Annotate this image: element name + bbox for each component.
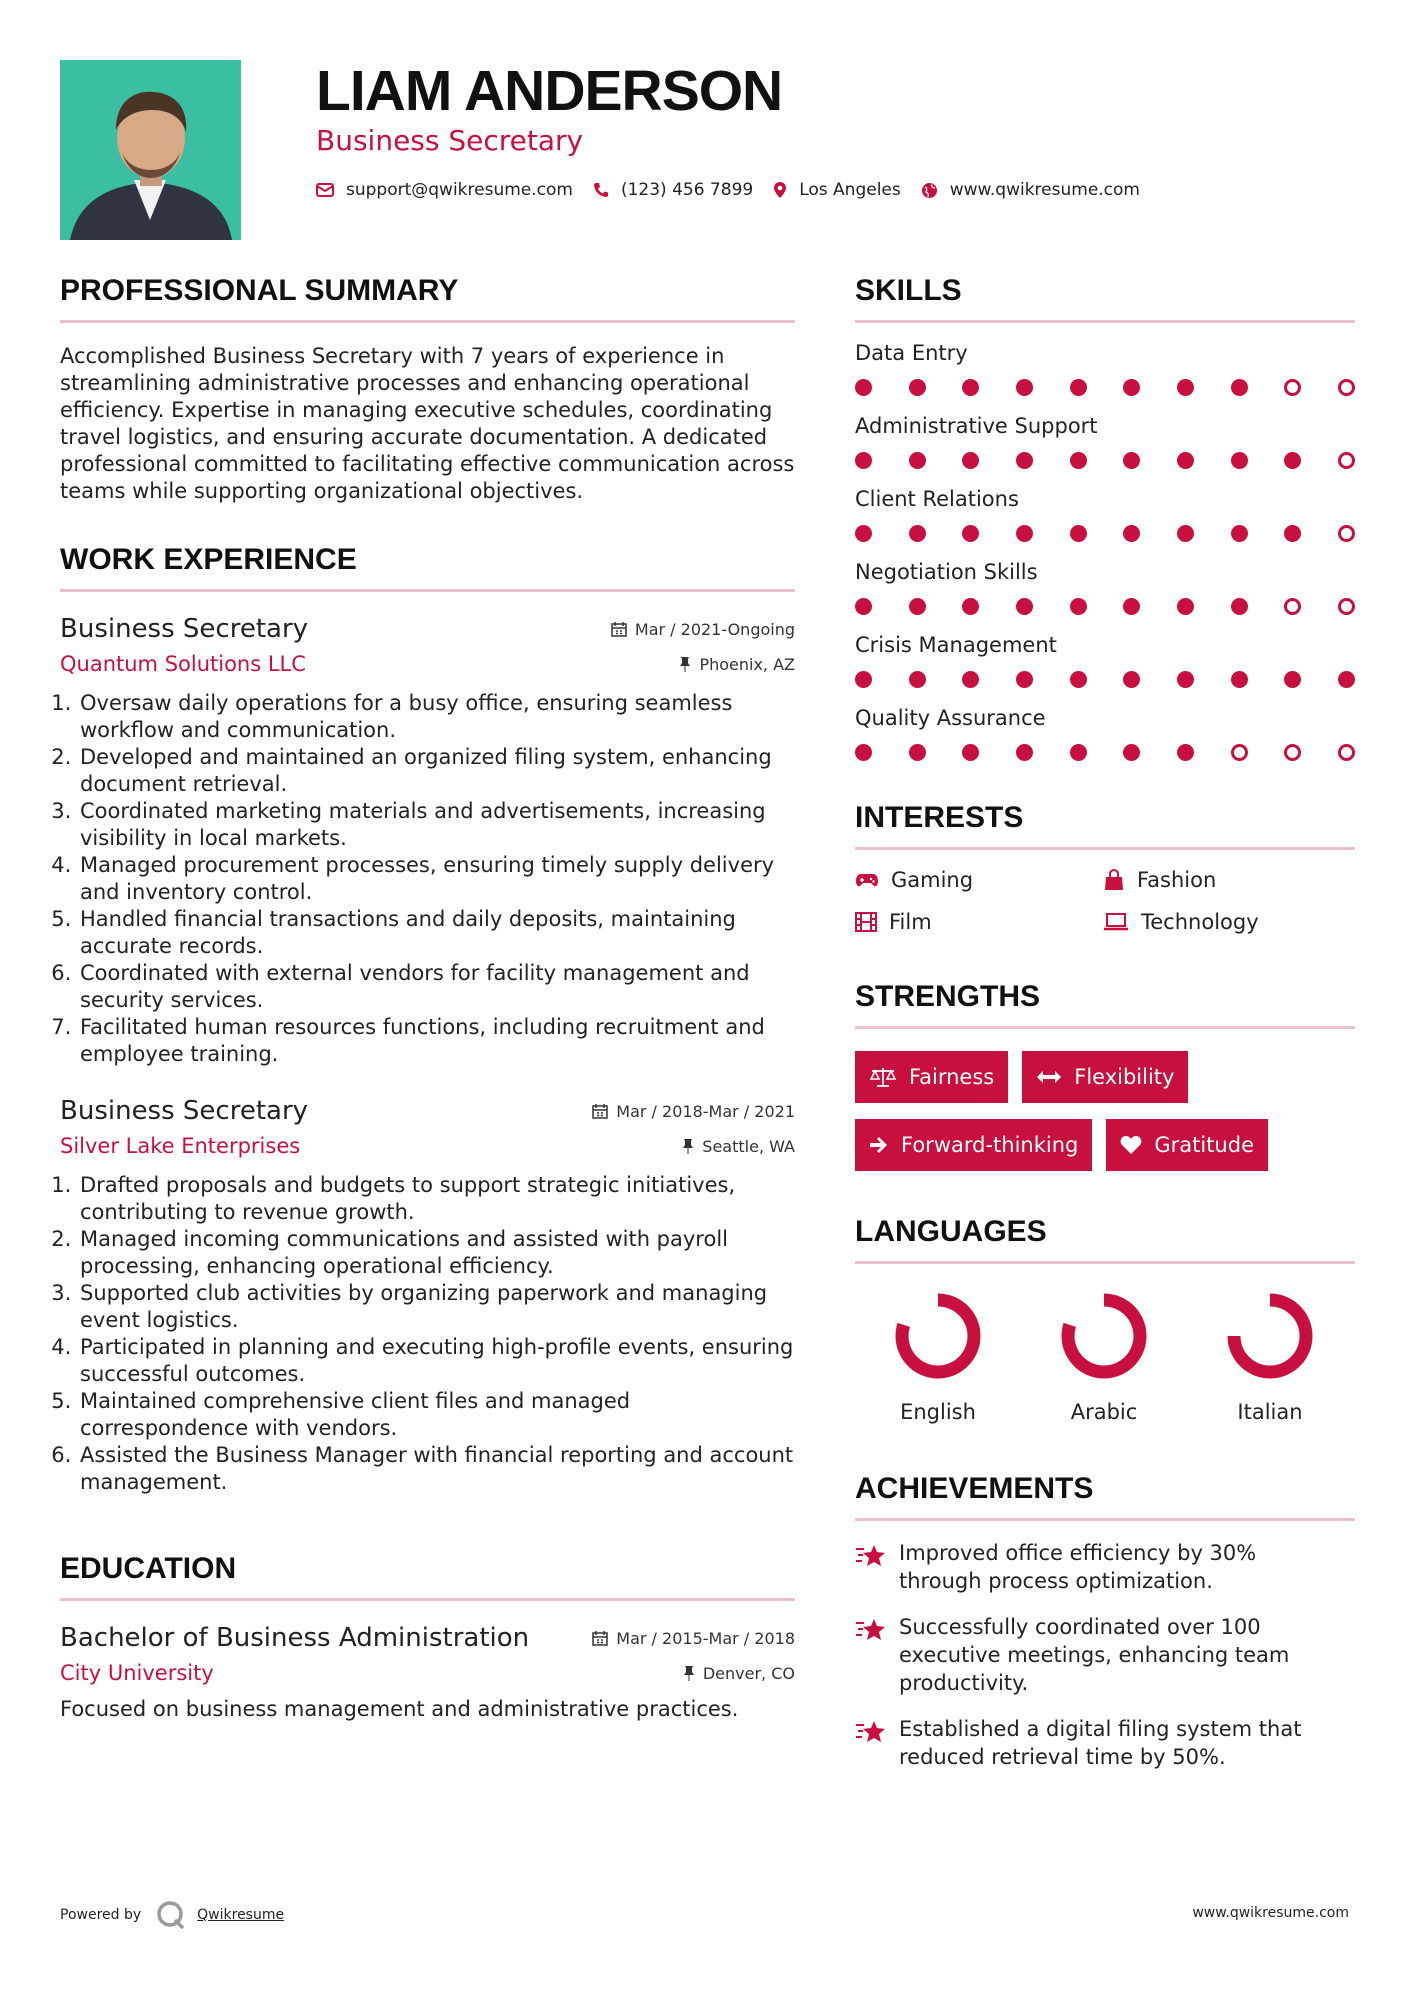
rating-dot-filled <box>1123 525 1140 542</box>
footer-powered-by <box>60 1900 284 1930</box>
education-heading: EDUCATION <box>60 1552 795 1601</box>
skill-name: Negotiation Skills <box>855 560 1038 584</box>
language-progress-ring <box>1056 1288 1152 1384</box>
rating-dot-filled <box>1016 598 1033 615</box>
strength-badge <box>1022 1051 1188 1103</box>
arrows-horizontal-icon <box>1036 1070 1062 1084</box>
shooting-star-icon <box>855 1617 887 1643</box>
education-location <box>683 1664 795 1683</box>
contact-bar <box>316 180 1160 200</box>
rating-dot-filled <box>962 525 979 542</box>
rating-dot-filled <box>1123 598 1140 615</box>
achievement-item <box>855 1539 1355 1595</box>
pushpin-icon <box>682 1138 694 1154</box>
calendar-icon <box>592 1103 608 1119</box>
job-location-text: Seattle, WA <box>702 1136 795 1156</box>
rating-dot-filled <box>1123 452 1140 469</box>
skill-item <box>855 414 1355 469</box>
job-list <box>60 614 795 1496</box>
rating-dot-filled <box>1177 452 1194 469</box>
calendar-icon <box>611 621 627 637</box>
skill-rating <box>855 598 1355 615</box>
rating-dot-filled <box>855 525 872 542</box>
rating-dot-filled <box>1016 525 1033 542</box>
skill-item <box>855 706 1355 761</box>
rating-dot-filled <box>1231 671 1248 688</box>
skill-rating <box>855 452 1355 469</box>
rating-dot-empty <box>1284 379 1301 396</box>
rating-dot-filled <box>1231 379 1248 396</box>
rating-dot-filled <box>1231 598 1248 615</box>
contact-website[interactable] <box>921 180 1140 200</box>
rating-dot-filled <box>962 671 979 688</box>
rating-dot-filled <box>1231 525 1248 542</box>
shooting-star-icon <box>855 1543 887 1569</box>
skill-item <box>855 633 1355 688</box>
strength-label: Forward-thinking <box>901 1133 1079 1157</box>
job-location-text: Phoenix, AZ <box>699 654 795 674</box>
skill-name: Client Relations <box>855 487 1019 511</box>
rating-dot-filled <box>1070 744 1087 761</box>
strength-badge <box>855 1119 1092 1171</box>
strengths-list <box>855 1051 1355 1171</box>
gamepad-icon <box>855 872 879 888</box>
achievement-item <box>855 1715 1355 1771</box>
interest-item <box>1103 910 1351 934</box>
film-icon <box>855 912 877 932</box>
job-location <box>682 1137 795 1156</box>
job-task: 5. Handled financial transactions and daily deposits, maintaining accurate records. <box>78 906 795 960</box>
skill-name: Crisis Management <box>855 633 1057 657</box>
interests-heading: INTERESTS <box>855 801 1355 850</box>
job-entry <box>60 614 795 1068</box>
skill-item <box>855 341 1355 396</box>
envelope-icon <box>316 183 334 197</box>
rating-dot-filled <box>1123 671 1140 688</box>
rating-dot-filled <box>962 379 979 396</box>
job-date-text: Mar / 2018-Mar / 2021 <box>616 1101 795 1121</box>
job-task: 4. Managed procurement processes, ensuring timely supply delivery and inventory control. <box>78 852 795 906</box>
job-task: 6. Assisted the Business Manager with financial reporting and account management. <box>78 1442 795 1496</box>
skills-list <box>855 341 1355 761</box>
achievements-list <box>855 1539 1355 1771</box>
education-degree: Bachelor of Business Administration <box>60 1623 530 1653</box>
job-company: Silver Lake Enterprises <box>60 1134 301 1158</box>
rating-dot-filled <box>1016 671 1033 688</box>
education-location-text: Denver, CO <box>702 1663 795 1683</box>
contact-phone[interactable] <box>593 180 753 200</box>
skill-rating <box>855 379 1355 396</box>
laptop-icon <box>1103 913 1129 931</box>
skill-name: Administrative Support <box>855 414 1098 438</box>
interest-label: Gaming <box>891 868 974 892</box>
language-item <box>855 1288 1021 1424</box>
job-task: 3. Coordinated marketing materials and advertisements, increasing visibility in local markets. <box>78 798 795 852</box>
skill-rating <box>855 525 1355 542</box>
rating-dot-filled <box>962 744 979 761</box>
languages-heading: LANGUAGES <box>855 1215 1355 1264</box>
contact-location <box>773 180 901 200</box>
strengths-heading: STRENGTHS <box>855 980 1355 1029</box>
rating-dot-filled <box>1338 671 1355 688</box>
rating-dot-filled <box>855 598 872 615</box>
rating-dot-filled <box>1016 452 1033 469</box>
interest-item <box>855 868 1103 892</box>
job-task: 2. Developed and maintained an organized filing system, enhancing document retrieval. <box>78 744 795 798</box>
job-role: Business Secretary <box>60 1096 309 1126</box>
contact-website-text: www.qwikresume.com <box>949 180 1140 200</box>
shopping-bag-icon <box>1103 869 1125 891</box>
strength-badge <box>855 1051 1008 1103</box>
rating-dot-filled <box>1177 671 1194 688</box>
rating-dot-filled <box>1177 598 1194 615</box>
interest-label: Technology <box>1141 910 1259 934</box>
rating-dot-filled <box>1177 525 1194 542</box>
calendar-icon <box>592 1630 608 1646</box>
language-name: English <box>900 1400 976 1424</box>
job-location <box>679 655 795 674</box>
rating-dot-filled <box>1070 671 1087 688</box>
job-date <box>611 620 795 639</box>
language-item <box>1021 1288 1187 1424</box>
rating-dot-filled <box>855 671 872 688</box>
language-progress-ring <box>1222 1288 1318 1384</box>
skill-rating <box>855 671 1355 688</box>
rating-dot-filled <box>909 452 926 469</box>
rating-dot-empty <box>1231 744 1248 761</box>
skill-rating <box>855 744 1355 761</box>
globe-icon <box>921 182 938 199</box>
rating-dot-filled <box>855 379 872 396</box>
summary-heading: PROFESSIONAL SUMMARY <box>60 274 795 323</box>
skills-heading: SKILLS <box>855 274 1355 323</box>
rating-dot-filled <box>1284 671 1301 688</box>
rating-dot-filled <box>909 744 926 761</box>
contact-email-text: support@qwikresume.com <box>346 180 573 200</box>
rating-dot-filled <box>962 452 979 469</box>
pushpin-icon <box>683 1665 695 1681</box>
education-description: Focused on business management and administrative practices. <box>60 1697 739 1721</box>
rating-dot-filled <box>1070 452 1087 469</box>
rating-dot-filled <box>1070 525 1087 542</box>
candidate-title: Business Secretary <box>316 124 584 157</box>
rating-dot-empty <box>1338 379 1355 396</box>
language-name: Arabic <box>1070 1400 1138 1424</box>
rating-dot-filled <box>1284 525 1301 542</box>
interests-list <box>855 868 1355 934</box>
job-task: 3. Supported club activities by organizing paperwork and managing event logistics. <box>78 1280 795 1334</box>
rating-dot-empty <box>1338 744 1355 761</box>
interest-item <box>855 910 1103 934</box>
rating-dot-filled <box>1231 452 1248 469</box>
right-column <box>855 274 1355 1771</box>
job-tasks <box>60 690 795 1068</box>
rating-dot-empty <box>1338 525 1355 542</box>
heart-icon <box>1120 1135 1142 1155</box>
rating-dot-filled <box>1123 744 1140 761</box>
profile-photo <box>60 60 241 240</box>
job-tasks <box>60 1172 795 1496</box>
qwikresume-link[interactable]: Qwikresume <box>197 1907 285 1923</box>
job-task: 2. Managed incoming communications and assisted with payroll processing, enhancing operational efficiency. <box>78 1226 795 1280</box>
job-date-text: Mar / 2021-Ongoing <box>634 619 795 639</box>
job-company: Quantum Solutions LLC <box>60 652 306 676</box>
rating-dot-filled <box>1070 379 1087 396</box>
footer-website[interactable]: www.qwikresume.com <box>1192 1905 1349 1921</box>
job-task: 7. Facilitated human resources functions, including recruitment and employee training. <box>78 1014 795 1068</box>
achievement-item <box>855 1613 1355 1697</box>
shooting-star-icon <box>855 1719 887 1745</box>
education-date-text: Mar / 2015-Mar / 2018 <box>616 1628 795 1648</box>
strength-badge <box>1106 1119 1268 1171</box>
job-entry <box>60 1096 795 1496</box>
rating-dot-filled <box>909 598 926 615</box>
job-task: 5. Maintained comprehensive client files and managed correspondence with vendors. <box>78 1388 795 1442</box>
rating-dot-empty <box>1284 598 1301 615</box>
rating-dot-filled <box>1016 379 1033 396</box>
qwikresume-logo-icon <box>155 1900 189 1930</box>
job-role: Business Secretary <box>60 614 309 644</box>
rating-dot-empty <box>1284 744 1301 761</box>
strength-label: Gratitude <box>1154 1133 1254 1157</box>
language-name: Italian <box>1237 1400 1303 1424</box>
achievement-text: Successfully coordinated over 100 executive meetings, enhancing team productivity. <box>899 1615 1290 1695</box>
summary-text: Accomplished Business Secretary with 7 years of experience in streamlining administrative processes and enhancing operational efficiency. Expertise in managing executive schedules, coordinating travel logistics, and ensuring accurate documentation. A dedicated professional committed to facilitating effective communication across teams while supporting organizational objectives. <box>60 344 795 503</box>
rating-dot-filled <box>909 525 926 542</box>
education-entry <box>60 1623 795 1721</box>
left-column <box>60 274 795 1721</box>
interest-label: Fashion <box>1137 868 1217 892</box>
language-progress-ring <box>890 1288 986 1384</box>
rating-dot-filled <box>1016 744 1033 761</box>
map-marker-icon <box>773 181 787 199</box>
rating-dot-filled <box>1123 379 1140 396</box>
skill-name: Quality Assurance <box>855 706 1046 730</box>
balance-scale-icon <box>869 1066 897 1088</box>
skill-name: Data Entry <box>855 341 968 365</box>
contact-email[interactable] <box>316 180 573 200</box>
job-task: 1. Drafted proposals and budgets to support strategic initiatives, contributing to revenue growth. <box>78 1172 795 1226</box>
rating-dot-filled <box>962 598 979 615</box>
experience-heading: WORK EXPERIENCE <box>60 543 795 592</box>
powered-by-text: Powered by <box>60 1907 142 1923</box>
strength-label: Fairness <box>909 1065 995 1089</box>
rating-dot-filled <box>1284 452 1301 469</box>
rating-dot-filled <box>855 744 872 761</box>
phone-icon <box>593 182 609 198</box>
education-date <box>592 1629 795 1648</box>
job-task: 4. Participated in planning and executing high-profile events, ensuring successful outcomes. <box>78 1334 795 1388</box>
rating-dot-empty <box>1338 598 1355 615</box>
language-item <box>1187 1288 1353 1424</box>
rating-dot-filled <box>1177 379 1194 396</box>
pushpin-icon <box>679 656 691 672</box>
interest-label: Film <box>889 910 932 934</box>
person-avatar-icon <box>60 60 241 240</box>
rating-dot-empty <box>1338 452 1355 469</box>
job-date <box>592 1102 795 1121</box>
rating-dot-filled <box>1177 744 1194 761</box>
contact-location-text: Los Angeles <box>799 180 901 200</box>
candidate-name: LIAM ANDERSON <box>316 59 783 123</box>
education-school: City University <box>60 1661 214 1685</box>
job-task: 1. Oversaw daily operations for a busy office, ensuring seamless workflow and communication. <box>78 690 795 744</box>
languages-list <box>855 1288 1355 1424</box>
rating-dot-filled <box>855 452 872 469</box>
arrow-right-icon <box>869 1136 889 1154</box>
rating-dot-filled <box>909 379 926 396</box>
strength-label: Flexibility <box>1074 1065 1175 1089</box>
achievements-heading: ACHIEVEMENTS <box>855 1472 1355 1521</box>
achievement-text: Established a digital filing system that reduced retrieval time by 50%. <box>899 1717 1302 1769</box>
rating-dot-filled <box>1070 598 1087 615</box>
interest-item <box>1103 868 1351 892</box>
achievement-text: Improved office efficiency by 30% through process optimization. <box>899 1541 1257 1593</box>
skill-item <box>855 560 1355 615</box>
contact-phone-text: (123) 456 7899 <box>620 180 754 200</box>
rating-dot-filled <box>909 671 926 688</box>
job-task: 6. Coordinated with external vendors for facility management and security services. <box>78 960 795 1014</box>
skill-item <box>855 487 1355 542</box>
